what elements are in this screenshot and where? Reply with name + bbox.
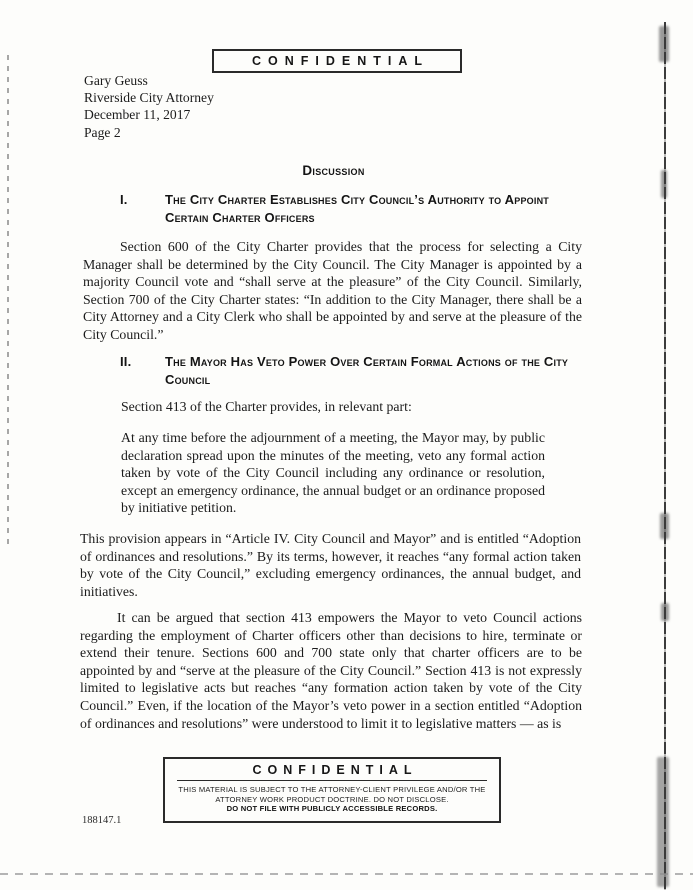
paragraph-3: It can be argued that section 413 empowers the Mayor to veto Council actions regarding the employment of Charter officers other than decisions to hire, terminate or extend their tenure. Sections 600 and 700 state only that charter officers are to be appointed by and “serve at the pleasure of the City Council.” Section 413 is not expressly limited to legislative acts but reaches “any formation action taken by vote of the City Council.” Even, if the location of the Mayor’s veto power in a section entitled “Adoption of ordinances and resolutions” were understood to limit it to legislative matters — as is: [80, 610, 582, 731]
section-1-title: The City Charter Establishes City Council’s Authority to Appoint Certain Charter Officers: [165, 192, 549, 225]
confidential-stamp-top-label: CONFIDENTIAL: [251, 54, 430, 68]
scan-artifact-smudge: [660, 513, 669, 539]
memo-date: December 11, 2017: [84, 107, 191, 123]
recipient-name: Gary Geuss: [84, 73, 148, 88]
scan-artifact-left-edge: [7, 55, 9, 550]
section-1-heading: [120, 191, 580, 226]
paragraph-2: This provision appears in “Article IV. City Council and Mayor” and is entitled “Adoption of ordinances and resolutions.” By its terms, however, it reaches “any formal action taken by vote of the City Council,” excluding emergency ordinances, the annual budget, and initiatives.: [80, 531, 581, 599]
section-2-title: The Mayor Has Veto Power Over Certain Formal Actions of the City Council: [165, 354, 569, 387]
quote-intro-line: Section 413 of the Charter provides, in relevant part:: [121, 399, 412, 414]
section-2-heading: [120, 353, 580, 388]
section-2-number: II.: [120, 354, 132, 369]
confidential-stamp-bottom-label: CONFIDENTIAL: [252, 763, 418, 777]
scan-artifact-bottom-edge: [0, 873, 693, 875]
memo-header-block: [84, 72, 214, 141]
scan-artifact-right-edge: [664, 22, 666, 890]
scan-artifact-smudge: [659, 26, 669, 62]
confidential-stamp-bottom: [163, 757, 501, 823]
scan-artifact-smudge: [661, 170, 667, 198]
charter-section-413-quote: At any time before the adjournment of a meeting, the Mayor may, by public declaration spread upon the minutes of the meeting, veto any formal action taken by vote of the City Council including any ordinance or resolution, except an emergency ordinance, the annual budget or an ordinance proposed by initiative petition.: [121, 430, 545, 516]
privilege-notice-line-2: ATTORNEY WORK PRODUCT DOCTRINE. DO NOT DISCLOSE.: [215, 794, 449, 804]
stamp-divider-rule: [177, 780, 487, 781]
document-control-number: 188147.1: [82, 815, 122, 826]
paragraph-1: Section 600 of the City Charter provides that the process for selecting a City Manager shall be determined by the City Council. The City Manager is appointed by a majority Council vote and “shall serve at the pleasure” of the City Council. Similarly, Section 700 of the City Charter states: “In addition to the City Manager, there shall be a City Attorney and a City Clerk who shall be appointed by and serve at the pleasure of the City Council.”: [83, 239, 582, 342]
privilege-notice-line-3: DO NOT FILE WITH PUBLICLY ACCESSIBLE RECORDS.: [226, 804, 438, 814]
privilege-notice-line-1: THIS MATERIAL IS SUBJECT TO THE ATTORNEY-CLIENT PRIVILEGE AND/OR THE: [178, 785, 486, 794]
scan-artifact-smudge: [661, 603, 669, 621]
recipient-title: Riverside City Attorney: [84, 90, 214, 106]
page-number: Page 2: [84, 124, 121, 140]
confidential-stamp-top: [212, 49, 462, 73]
scan-artifact-smudge: [657, 757, 669, 887]
section-1-number: I.: [120, 192, 128, 207]
discussion-heading: Discussion: [302, 163, 365, 178]
